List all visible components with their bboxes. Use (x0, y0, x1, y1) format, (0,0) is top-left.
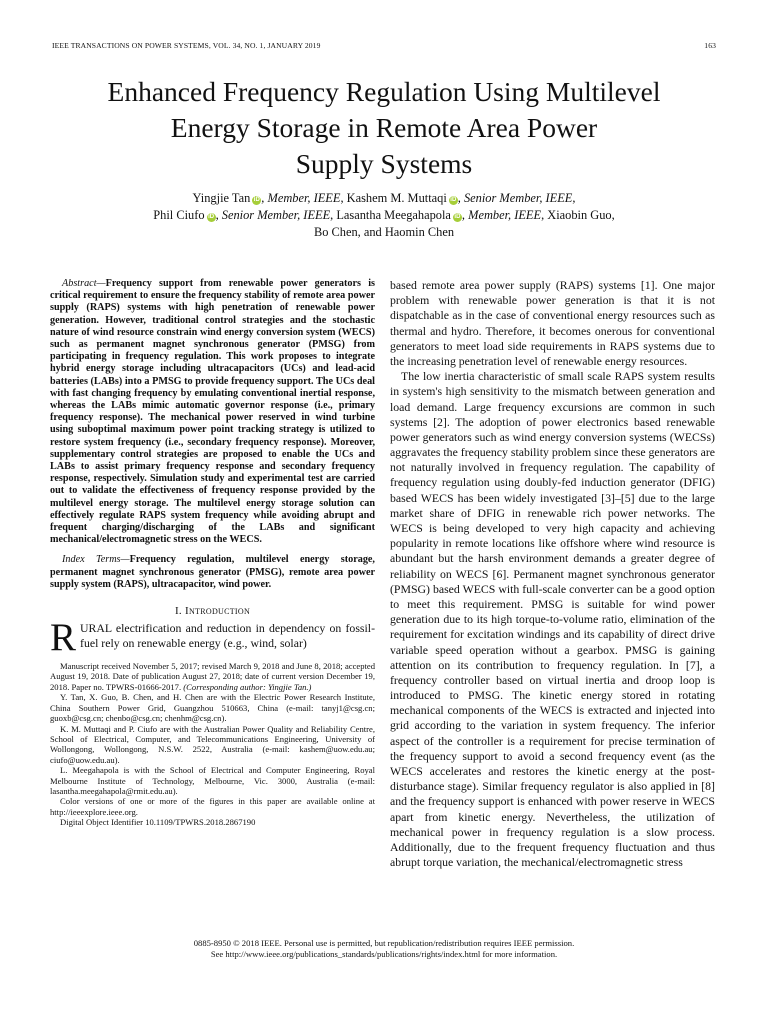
copyright-line-1: 0885-8950 © 2018 IEEE. Personal use is permitted, but republication/redistribution requires IEEE permission. (193, 938, 575, 948)
title-line-3: Supply Systems (295, 148, 473, 179)
body-paragraph-1: based remote area power supply (RAPS) systems [1]. One major problem with renewable power generation is that it is not dispatchable as in the case of conventional energy resources such as thermal and hydro. Therefore, it becomes onerous for conventional generators to meet load side requirements in RAPS systems due to the increasing penetration level of renewable energy resources. (390, 278, 715, 368)
abstract-label: Abstract— (62, 278, 106, 289)
author-role: , Senior Member, IEEE, (457, 191, 576, 205)
author-line-3: Bo Chen, and Haomin Chen (313, 225, 455, 239)
section-number: I. (174, 605, 186, 618)
footnote-affiliation-2: K. M. Muttaqi and P. Ciufo are with the Australian Power Quality and Reliability Centre, School of Electrical, Computer, and Telecommunications Engineering, University of Wollongong, Wollongong, N.S.W. 2522, Australia (e-mail: kashem@uow.edu.au; ciufo@uow.edu.au). (50, 723, 375, 765)
author-name: Yingjie Tan (192, 191, 251, 205)
author-name: , Kashem M. Muttaqi (340, 191, 447, 205)
author-role: , Member, IEEE (261, 191, 341, 205)
author-name: , Lasantha Meegahapola (330, 208, 451, 222)
body-paragraph-2: The low inertia characteristic of small scale RAPS system results in system's high sensitivity to the mismatch between generation and load demand. Large frequency excursions are common in such systems [2]. The adoption of power electronics based renewable power generators such as wind energy conversion systems (WECSs) aggravates the frequency stability problem since these generators are not naturally involved in frequency regulation. The capability of frequency regulation using doubly-fed induction generator (DFIG) based WECS has been widely investigated [3]–[5] due to the large market share of DFIG in renewable rich power networks. The WECS is being developed to very high capacity and achieving popularity in remote locations like offshore where wind resource is abundant but the harsh environment demands a greater degree of reliability on WECS [6]. Permanent magnet synchronous generator (PMSG) based WECS with full-scale converter can be a good option to meet this requirement. PMSG is suitable for wind power generation due to its high torque-to-volume ratio, elimination of the requirement for excitation windings and its capability of direct drive variable speed operation without a gearbox. PMSG is gaining attention on its contribution to frequency regulation. In [7], a frequency controller based on virtual inertia and droop loop is introduced to PMSG. The kinetic energy stored in rotating mechanical components of the WECS is extracted and injected into grid according to the variation in system frequency. The inferior aspect of the controller is a requirement for precise termination of the frequency support to avoid a second frequency event (as the WECS accelerates and restores the kinetic energy at the post-disturbance stage). Similar frequency regulator is also applied in [8] and the frequency support is enhanced with power reserve in WECS apart from kinetic energy. Nevertheless, the utilization of mechanical power in frequency regulation is a slow process. Additionally, due to the frequent frequency fluctuation and thus abrupt torque variation, the mechanical/electromagnetic stress (390, 369, 715, 870)
paper-title (40, 74, 728, 182)
title-line-1: Enhanced Frequency Regulation Using Multilevel (107, 76, 661, 107)
copyright-notice (60, 938, 708, 960)
author-role: , Senior Member, IEEE (215, 208, 331, 222)
corresponding-author: (Corresponding author: Yingjie Tan.) (183, 681, 312, 692)
intro-paragraph (50, 616, 375, 660)
author-line-2 (60, 207, 708, 224)
abstract (50, 278, 375, 546)
author-name: Phil Ciufo (153, 208, 205, 222)
footnote-manuscript (50, 661, 375, 692)
index-terms (50, 554, 375, 591)
author-role: , Member, IEEE (461, 208, 542, 222)
footnote-affiliation-3: L. Meegahapola is with the School of Electrical and Computer Engineering, Royal Melbourne Institute of Technology, Melbourne, Vic. 3000, Australia (e-mail: lasantha.meegahapola@rmit.edu.au). (50, 765, 375, 796)
orcid-icon[interactable]: iD (208, 214, 215, 220)
intro-text: electrification and reduction in dependency on fossil-fuel rely on renewable energy (e.g., wind, solar) (80, 621, 375, 651)
title-line-2: Energy Storage in Remote Area Power (170, 112, 598, 143)
footnote-affiliation-1: Y. Tan, X. Guo, B. Chen, and H. Chen are with the Electric Power Research Institute, China Southern Power Grid, Guangzhou 510663, China (e-mail: tanyj1@csg.cn; guoxb@csg.cn; chenbo@csg.cn; chenhm@csg.cn). (50, 692, 375, 724)
footnote-color: Color versions of one or more of the figures in this paper are available online at http://ieeexplore.ieee.org. (50, 796, 375, 817)
author-name: , Xiaobin Guo, (541, 208, 615, 222)
footnotes (50, 661, 375, 828)
footnote-text: Manuscript received November 5, 2017; revised March 9, 2018 and June 8, 2018; accepted August 19, 2018. Date of publication August 27, 2018; date of current version December 19, 2018. Paper no. TPWRS-01666-2017. (50, 661, 375, 692)
right-column (390, 278, 715, 870)
running-header (52, 41, 716, 50)
intro-caps: URAL (80, 621, 112, 636)
index-terms-label: Index Terms— (62, 554, 130, 566)
orcid-icon[interactable]: iD (253, 197, 260, 203)
journal-name: IEEE TRANSACTIONS ON POWER SYSTEMS, VOL. 34, NO. 1, JANUARY 2019 (52, 41, 321, 50)
left-column (50, 278, 375, 828)
footnote-doi: Digital Object Identifier 10.1109/TPWRS.2018.2867190 (60, 817, 256, 828)
drop-cap: R (50, 616, 77, 660)
copyright-line-2: See http://www.ieee.org/publications_standards/publications/rights/index.html for more information. (210, 949, 558, 959)
abstract-text: Frequency support from renewable power generators is critical requirement to ensure the frequency stability of remote area power supply (RAPS) systems with high penetration of renewable power generation. However, traditional control strategies and the stochastic nature of wind resource constrain wind energy conversion system (WECS) such as permanent magnet synchronous generator (PMSG) from participating in frequency regulation. This work proposes to integrate hybrid energy storage including ultracapacitors (UCs) and lead-acid batteries (LABs) into a PMSG to provide frequency support. The UCs deal with fast changing frequency by emulating conventional inertial response, whereas the LABs mimic automatic governor response (i.e., primary frequency response). The mechanical power reserved in wind turbine using suboptimal maximum power point tracking strategy is utilized to restore system frequency (i.e., secondary frequency response). Moreover, supplementary control strategies are proposed to enable the UCs and LABs to assist primary frequency response and secondary frequency response, respectively. Simulation study and experimental test are carried out to validate the effectiveness of frequency response provided by the multilevel energy storage. The multilevel energy storage solution can effectively regulate RAPS system frequency while avoiding abrupt and frequent charging/discharging of the LABs and significant mechanical/electromagnetic stress on the WECS. (50, 278, 375, 546)
page-number: 163 (704, 41, 716, 50)
orcid-icon[interactable]: iD (454, 214, 461, 220)
orcid-icon[interactable]: iD (450, 197, 457, 203)
index-terms-text: Frequency regulation, multilevel energy storage, permanent magnet synchronous generator (PMSG), remote area power supply system (RAPS), ultracapacitor, wind power. (50, 554, 375, 590)
author-list (60, 190, 708, 241)
section-title: Introduction (185, 605, 251, 618)
author-line-1 (60, 190, 708, 207)
section-heading (50, 605, 375, 617)
